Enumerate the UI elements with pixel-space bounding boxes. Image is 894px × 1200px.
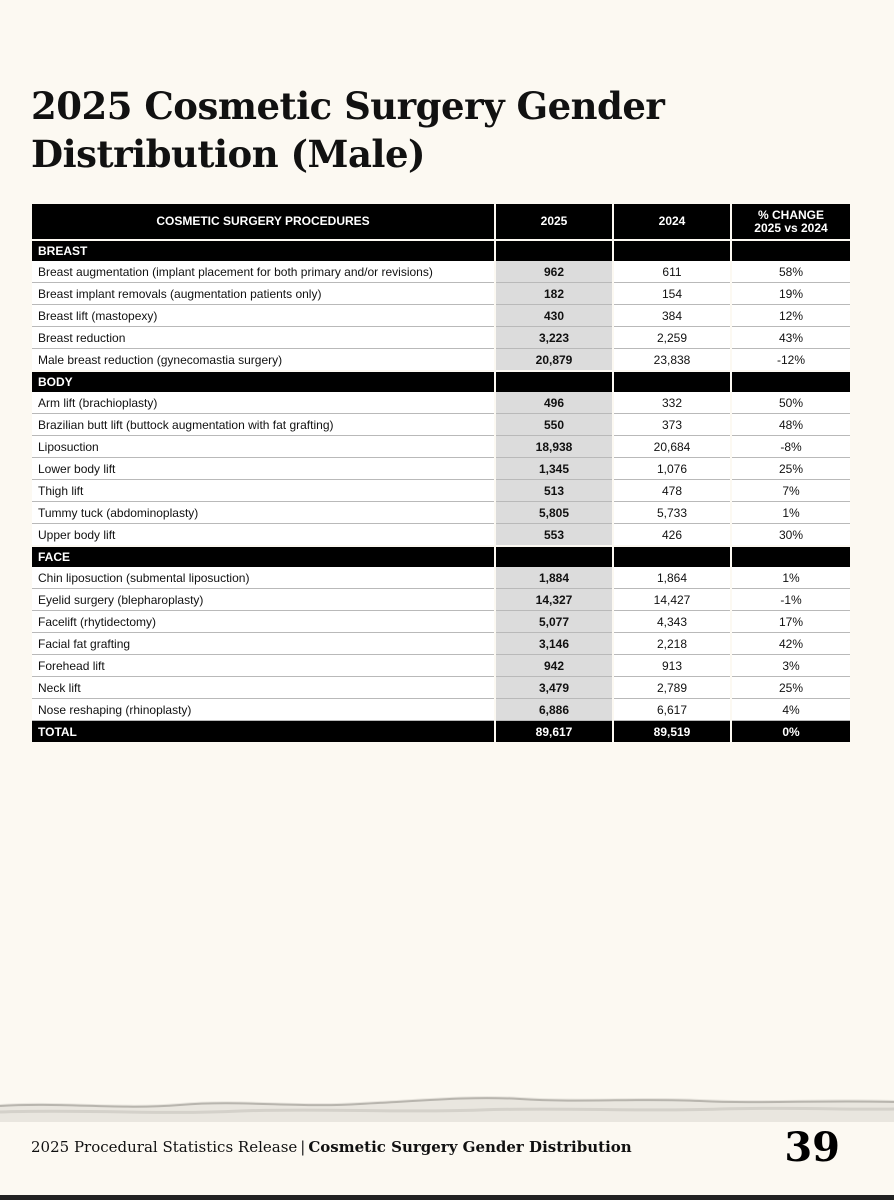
section-filler — [495, 546, 613, 567]
total-change: 0% — [731, 721, 850, 743]
percent-change: 58% — [731, 261, 850, 283]
table-body — [32, 240, 850, 742]
footer-separator: | — [300, 1138, 306, 1156]
header-change-line2: 2025 vs 2024 — [754, 220, 828, 235]
percent-change: 19% — [731, 283, 850, 305]
table-row — [32, 567, 850, 589]
section-filler — [731, 546, 850, 567]
percent-change: -8% — [731, 436, 850, 458]
table-row — [32, 392, 850, 414]
section-filler — [613, 371, 731, 392]
value-2025: 1,345 — [495, 458, 613, 480]
table-row — [32, 414, 850, 436]
percent-change: 25% — [731, 458, 850, 480]
value-2024: 14,427 — [613, 589, 731, 611]
percent-change: 3% — [731, 655, 850, 677]
section-filler — [613, 546, 731, 567]
percent-change: 17% — [731, 611, 850, 633]
value-2024: 5,733 — [613, 502, 731, 524]
percent-change: 25% — [731, 677, 850, 699]
section-filler — [495, 371, 613, 392]
procedure-name: Brazilian butt lift (buttock augmentation with fat grafting) — [32, 414, 495, 436]
value-2025: 942 — [495, 655, 613, 677]
section-label: BODY — [32, 371, 495, 392]
table-row — [32, 589, 850, 611]
header-procedure: COSMETIC SURGERY PROCEDURES — [32, 204, 495, 240]
percent-change: 1% — [731, 567, 850, 589]
value-2025: 513 — [495, 480, 613, 502]
value-2025: 5,805 — [495, 502, 613, 524]
value-2024: 2,259 — [613, 327, 731, 349]
footer-section: Cosmetic Surgery Gender Distribution — [308, 1138, 632, 1156]
value-2024: 2,789 — [613, 677, 731, 699]
value-2025: 5,077 — [495, 611, 613, 633]
procedure-name: Facial fat grafting — [32, 633, 495, 655]
procedure-name: Thigh lift — [32, 480, 495, 502]
percent-change: 1% — [731, 502, 850, 524]
header-change-line1: % CHANGE — [757, 207, 824, 222]
percent-change: 4% — [731, 699, 850, 721]
value-2025: 3,146 — [495, 633, 613, 655]
procedure-name: Neck lift — [32, 677, 495, 699]
procedure-name: Lower body lift — [32, 458, 495, 480]
page-title: 2025 Cosmetic Surgery Gender Distribution (Male) — [31, 84, 665, 176]
value-2025: 182 — [495, 283, 613, 305]
percent-change: 12% — [731, 305, 850, 327]
percent-change: 30% — [731, 524, 850, 547]
procedure-name: Eyelid surgery (blepharoplasty) — [32, 589, 495, 611]
table-row — [32, 327, 850, 349]
procedure-name: Facelift (rhytidectomy) — [32, 611, 495, 633]
total-2025: 89,617 — [495, 721, 613, 743]
procedure-name: Breast reduction — [32, 327, 495, 349]
procedure-name: Tummy tuck (abdominoplasty) — [32, 502, 495, 524]
total-2024: 89,519 — [613, 721, 731, 743]
table-row — [32, 283, 850, 305]
procedure-name: Breast implant removals (augmentation patients only) — [32, 283, 495, 305]
header-2025: 2025 — [495, 204, 613, 240]
value-2025: 553 — [495, 524, 613, 547]
torn-paper-divider — [0, 1082, 894, 1122]
total-row — [32, 721, 850, 743]
section-label: BREAST — [32, 240, 495, 261]
procedure-name: Liposuction — [32, 436, 495, 458]
value-2024: 373 — [613, 414, 731, 436]
value-2024: 2,218 — [613, 633, 731, 655]
value-2025: 962 — [495, 261, 613, 283]
table-row — [32, 677, 850, 699]
table-row — [32, 611, 850, 633]
value-2024: 1,864 — [613, 567, 731, 589]
procedure-name: Chin liposuction (submental liposuction) — [32, 567, 495, 589]
section-filler — [731, 240, 850, 261]
percent-change: 50% — [731, 392, 850, 414]
value-2024: 384 — [613, 305, 731, 327]
value-2024: 1,076 — [613, 458, 731, 480]
total-label: TOTAL — [32, 721, 495, 743]
section-row — [32, 371, 850, 392]
value-2025: 14,327 — [495, 589, 613, 611]
value-2025: 18,938 — [495, 436, 613, 458]
table-row — [32, 261, 850, 283]
value-2025: 1,884 — [495, 567, 613, 589]
percent-change: 48% — [731, 414, 850, 436]
value-2024: 426 — [613, 524, 731, 547]
section-filler — [613, 240, 731, 261]
percent-change: 7% — [731, 480, 850, 502]
value-2025: 3,223 — [495, 327, 613, 349]
procedure-name: Arm lift (brachioplasty) — [32, 392, 495, 414]
section-row — [32, 546, 850, 567]
table-row — [32, 436, 850, 458]
table-row — [32, 480, 850, 502]
procedure-name: Breast augmentation (implant placement for both primary and/or revisions) — [32, 261, 495, 283]
value-2024: 6,617 — [613, 699, 731, 721]
table-row — [32, 458, 850, 480]
header-change — [731, 204, 850, 240]
table-row — [32, 305, 850, 327]
table-row — [32, 633, 850, 655]
procedure-name: Forehead lift — [32, 655, 495, 677]
value-2025: 496 — [495, 392, 613, 414]
percent-change: -12% — [731, 349, 850, 372]
table-row — [32, 502, 850, 524]
table-row — [32, 349, 850, 372]
value-2024: 332 — [613, 392, 731, 414]
percent-change: -1% — [731, 589, 850, 611]
table-header-row — [32, 204, 850, 240]
procedures-table — [32, 204, 850, 742]
header-2024: 2024 — [613, 204, 731, 240]
table-row — [32, 699, 850, 721]
table-row — [32, 524, 850, 547]
footer — [31, 1138, 632, 1156]
table-row — [32, 655, 850, 677]
value-2024: 913 — [613, 655, 731, 677]
value-2025: 430 — [495, 305, 613, 327]
section-filler — [495, 240, 613, 261]
value-2024: 20,684 — [613, 436, 731, 458]
procedure-name: Nose reshaping (rhinoplasty) — [32, 699, 495, 721]
section-row — [32, 240, 850, 261]
value-2024: 611 — [613, 261, 731, 283]
procedure-name: Breast lift (mastopexy) — [32, 305, 495, 327]
value-2025: 20,879 — [495, 349, 613, 372]
percent-change: 42% — [731, 633, 850, 655]
value-2025: 550 — [495, 414, 613, 436]
value-2024: 478 — [613, 480, 731, 502]
section-filler — [731, 371, 850, 392]
value-2024: 4,343 — [613, 611, 731, 633]
bottom-rule — [0, 1195, 894, 1200]
value-2025: 6,886 — [495, 699, 613, 721]
procedure-name: Male breast reduction (gynecomastia surgery) — [32, 349, 495, 372]
footer-release: 2025 Procedural Statistics Release — [31, 1138, 298, 1156]
section-label: FACE — [32, 546, 495, 567]
value-2025: 3,479 — [495, 677, 613, 699]
value-2024: 23,838 — [613, 349, 731, 372]
procedure-name: Upper body lift — [32, 524, 495, 547]
value-2024: 154 — [613, 283, 731, 305]
page-number: 39 — [784, 1124, 840, 1171]
percent-change: 43% — [731, 327, 850, 349]
